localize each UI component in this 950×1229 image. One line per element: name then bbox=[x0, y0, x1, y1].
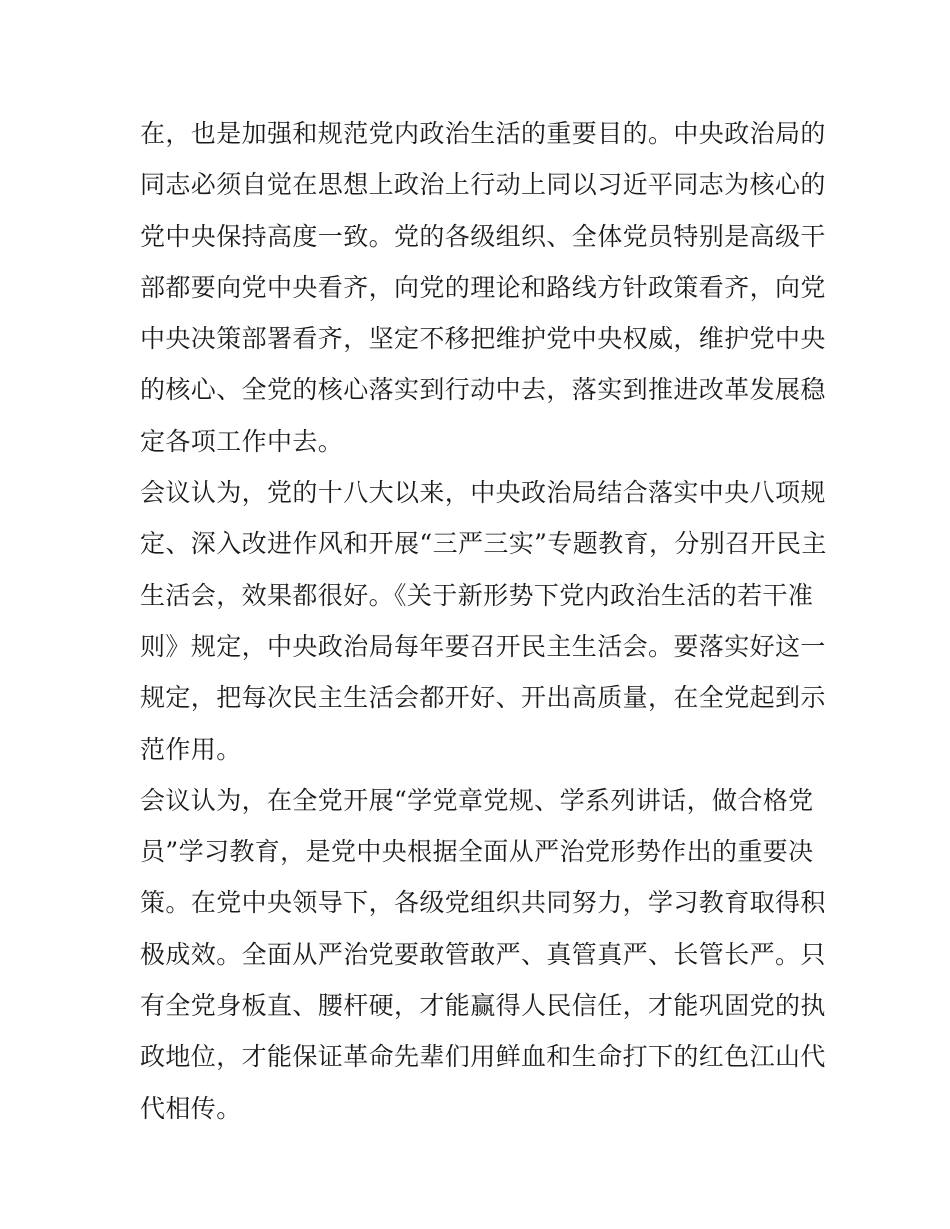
text-line: 有全党身板直、腰杆硬，才能赢得人民信任，才能巩固党的执 bbox=[140, 991, 826, 1021]
text-line: 会议认为，在全党开展“学党章党规、学系列讲话，做合格党 bbox=[140, 785, 814, 815]
text-line: 规定，把每次民主生活会都开好、开出高质量，在全党起到示 bbox=[140, 683, 826, 713]
text-line: 中央决策部署看齐，坚定不移把维护党中央权威，维护党中央 bbox=[140, 324, 826, 354]
text-line: 则》规定，中央政治局每年要召开民主生活会。要落实好这一 bbox=[140, 631, 826, 661]
text-line: 范作用。 bbox=[140, 734, 242, 764]
text-line: 员”学习教育，是党中央根据全面从严治党形势作出的重要决 bbox=[140, 837, 814, 867]
text-line: 的核心、全党的核心落实到行动中去，落实到推进改革发展稳 bbox=[140, 375, 826, 405]
text-line: 代相传。 bbox=[140, 1093, 242, 1123]
text-line: 会议认为，党的十八大以来，中央政治局结合落实中央八项规 bbox=[140, 478, 826, 508]
text-line: 极成效。全面从严治党要敢管敢严、真管真严、长管长严。只 bbox=[140, 939, 826, 969]
text-line: 部都要向党中央看齐，向党的理论和路线方针政策看齐，向党 bbox=[140, 272, 826, 302]
text-line: 生活会，效果都很好。《关于新形势下党内政治生活的若干准 bbox=[140, 580, 814, 610]
document-body bbox=[140, 108, 827, 1134]
text-line: 策。在党中央领导下，各级党组织共同努力，学习教育取得积 bbox=[140, 888, 826, 918]
text-line: 定、深入改进作风和开展“三严三实”专题教育，分别召开民主 bbox=[140, 529, 827, 559]
text-line: 在，也是加强和规范党内政治生活的重要目的。中央政治局的 bbox=[140, 119, 826, 148]
text-line: 党中央保持高度一致。党的各级组织、全体党员特别是高级干 bbox=[140, 221, 826, 251]
text-line: 定各项工作中去。 bbox=[140, 426, 344, 456]
text-line: 同志必须自觉在思想上政治上行动上同以习近平同志为核心的 bbox=[140, 170, 826, 200]
text-line: 政地位，才能保证革命先辈们用鲜血和生命打下的红色江山代 bbox=[140, 1042, 826, 1072]
